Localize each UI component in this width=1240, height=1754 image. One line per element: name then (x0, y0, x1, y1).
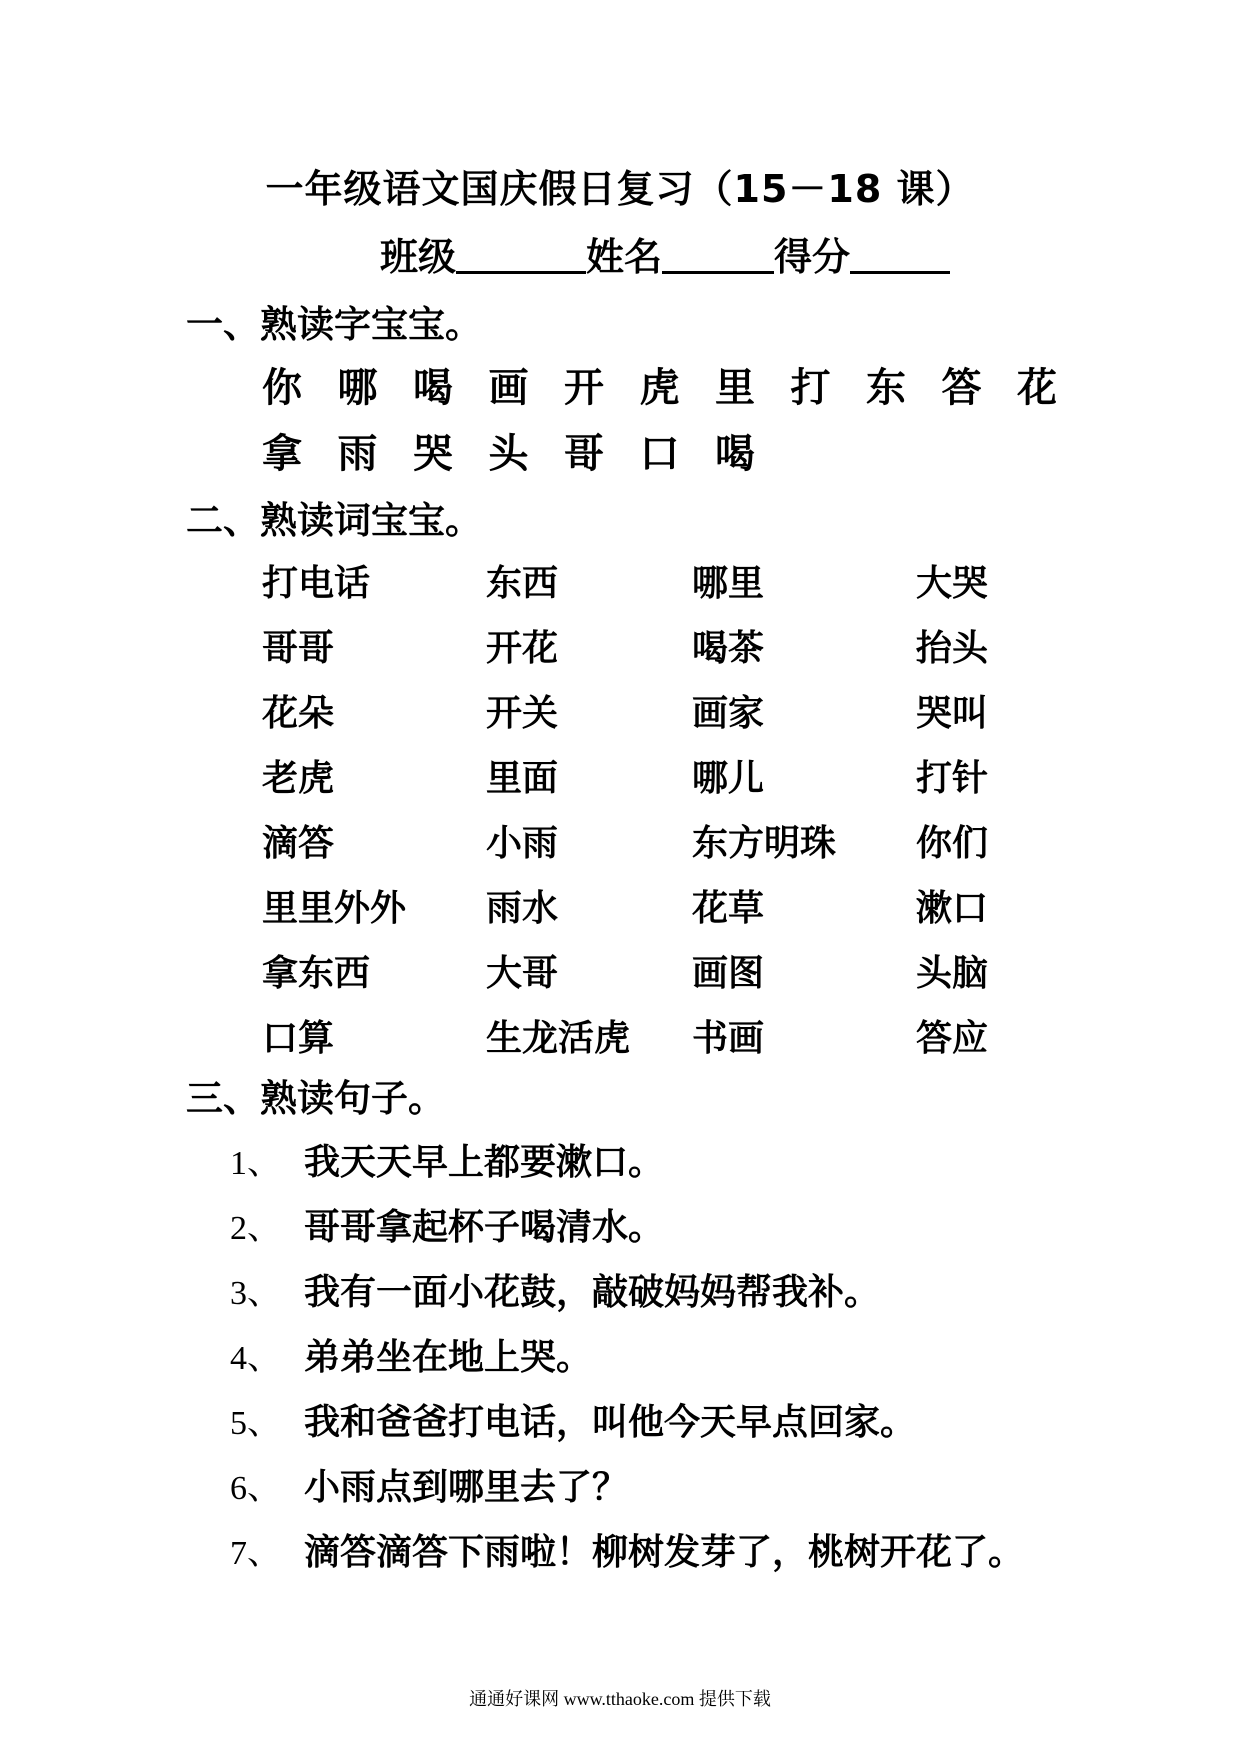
word-row (262, 548, 1036, 613)
word: 哪儿 (692, 758, 765, 799)
word: 大哥 (486, 953, 559, 994)
name-blank (662, 239, 774, 274)
sentence-text: 我天天早上都要漱口。 (304, 1142, 665, 1183)
character: 拿 (262, 431, 302, 477)
word: 漱口 (916, 888, 989, 929)
word-row (262, 1003, 1036, 1068)
class-label: 班级 (380, 235, 457, 279)
word-row (262, 808, 1036, 873)
word: 你们 (916, 823, 989, 864)
word: 大哭 (916, 563, 989, 604)
word: 头脑 (916, 953, 989, 994)
word: 东方明珠 (692, 823, 837, 864)
character: 哪 (337, 365, 378, 411)
section-heading-sentences: 三、熟读句子。 (186, 1077, 445, 1120)
character: 开 (564, 365, 604, 411)
score-label: 得分 (774, 235, 851, 279)
word: 打电话 (262, 563, 371, 604)
character: 头 (488, 431, 529, 477)
character: 画 (488, 365, 529, 411)
sentence-item (230, 1452, 1024, 1517)
character: 打 (790, 365, 831, 411)
word: 画家 (692, 693, 765, 734)
word: 滴答 (262, 823, 335, 864)
word: 花草 (692, 888, 765, 929)
character: 雨 (337, 431, 378, 477)
word: 抬头 (916, 628, 989, 669)
word: 打针 (916, 758, 989, 799)
word: 雨水 (486, 888, 559, 929)
sentence-text: 小雨点到哪里去了？ (304, 1467, 629, 1508)
word: 答应 (916, 1018, 989, 1059)
name-label: 姓名 (586, 235, 663, 279)
sentence-item (230, 1387, 1024, 1452)
sentence-number: 4、 (230, 1340, 281, 1377)
word: 生龙活虎 (486, 1018, 631, 1059)
score-blank (850, 239, 950, 274)
word-row (262, 873, 1036, 938)
class-blank (456, 239, 586, 274)
sentence-text: 我有一面小花鼓，敲破妈妈帮我补。 (304, 1272, 881, 1313)
character: 哭 (413, 431, 453, 477)
character: 答 (941, 365, 982, 411)
sentence-number: 5、 (230, 1405, 281, 1442)
word: 喝茶 (692, 628, 765, 669)
sentence-number: 2、 (230, 1210, 281, 1247)
word: 书画 (692, 1018, 765, 1059)
sentence-list (230, 1127, 1024, 1582)
page-title: 一年级语文国庆假日复习（15－18 课） (265, 167, 975, 211)
sentence-item (230, 1192, 1024, 1257)
word: 开关 (486, 693, 559, 734)
sentence-number: 3、 (230, 1275, 281, 1312)
word-row (262, 743, 1036, 808)
word-row (262, 613, 1036, 678)
word: 哭叫 (916, 693, 989, 734)
word-row (262, 938, 1036, 1003)
character: 喝 (715, 431, 755, 477)
word-row (262, 678, 1036, 743)
sentence-item (230, 1257, 1024, 1322)
footer-source-note: 通通好课网 www.tthaoke.com 提供下载 (469, 1689, 771, 1709)
word: 里面 (486, 758, 559, 799)
word: 哥哥 (262, 628, 335, 669)
character-row (262, 356, 1093, 413)
section-heading-words: 二、熟读词宝宝。 (186, 499, 482, 542)
character: 口 (639, 431, 680, 477)
word: 画图 (692, 953, 765, 994)
word-grid (262, 548, 1036, 1068)
sentence-text: 滴答滴答下雨啦！柳树发芽了，桃树开花了。 (304, 1532, 1025, 1573)
sentence-item (230, 1517, 1024, 1582)
word: 拿东西 (262, 953, 371, 994)
sentence-number: 6、 (230, 1470, 281, 1507)
character: 里 (715, 365, 755, 411)
sentence-text: 我和爸爸打电话，叫他今天早点回家。 (304, 1402, 917, 1443)
student-info-line (380, 226, 950, 281)
word: 小雨 (486, 823, 559, 864)
sentence-item (230, 1322, 1024, 1387)
character-row (262, 422, 791, 479)
character: 东 (866, 365, 906, 411)
sentence-text: 哥哥拿起杯子喝清水。 (304, 1207, 665, 1248)
character: 喝 (413, 365, 453, 411)
character: 哥 (564, 431, 604, 477)
word: 老虎 (262, 758, 335, 799)
character: 你 (262, 365, 302, 411)
word: 东西 (486, 563, 559, 604)
word: 哪里 (692, 563, 765, 604)
word: 里里外外 (262, 888, 407, 929)
section-heading-characters: 一、熟读字宝宝。 (186, 303, 482, 346)
character: 虎 (639, 365, 680, 411)
word: 花朵 (262, 693, 335, 734)
sentence-item (230, 1127, 1024, 1192)
sentence-text: 弟弟坐在地上哭。 (304, 1337, 593, 1378)
sentence-number: 7、 (230, 1535, 281, 1572)
character: 花 (1017, 365, 1057, 411)
sentence-number: 1、 (230, 1145, 281, 1182)
word: 开花 (486, 628, 559, 669)
word: 口算 (262, 1018, 335, 1059)
